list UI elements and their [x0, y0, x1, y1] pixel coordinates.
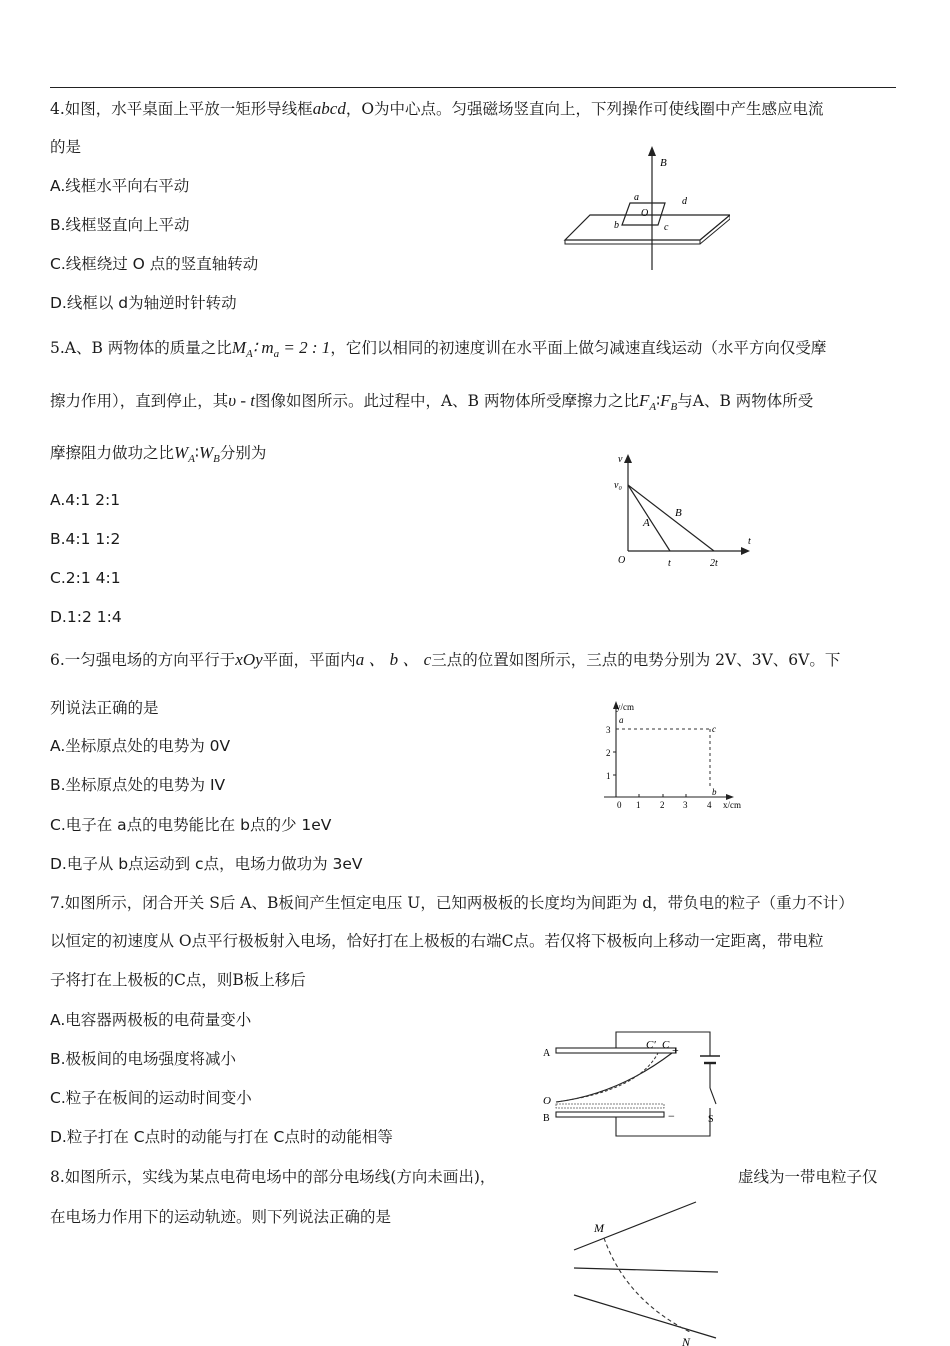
fig8-label-N: N	[682, 1335, 691, 1346]
q6-option-d[interactable]: D.电子从 b点运动到 c点，电场力做功为 3eV	[50, 855, 363, 873]
fig4-label-d: d	[682, 196, 687, 207]
fig7-label-C: C	[662, 1039, 670, 1051]
q6-coord-figure	[596, 697, 756, 815]
fig6-x0: 0	[617, 800, 622, 810]
q5-sub-a: a	[273, 348, 280, 361]
fig6-y3: 3	[606, 725, 611, 735]
q5-text-a: 5.A、B 两物体的质量之比	[50, 339, 232, 357]
plate-B-raised	[556, 1104, 664, 1108]
q6-var-xoy: xOy	[235, 650, 263, 669]
fig6-y1: 1	[606, 771, 611, 781]
q5-option-d[interactable]: D.1:2 1:4	[50, 608, 122, 626]
fig7-label-O: O	[543, 1095, 551, 1107]
fig5-label-t: t	[668, 558, 671, 569]
q5-sub-A: A	[245, 348, 253, 361]
plate-B	[556, 1112, 664, 1117]
q5-sub-WB: B	[213, 453, 220, 466]
field-line-mid	[574, 1268, 718, 1272]
q5-option-c[interactable]: C.2:1 4:1	[50, 569, 121, 587]
q4-option-d[interactable]: D.线框以 d为轴逆时针转动	[50, 294, 237, 312]
q6-option-c[interactable]: C.电子在 a点的电势能比在 b点的少 1eV	[50, 816, 332, 834]
q5-stem-line1	[50, 337, 826, 365]
fig6-x1: 1	[636, 800, 641, 810]
field-line-top	[574, 1202, 696, 1250]
fig7-label-plus: +	[672, 1043, 679, 1057]
q4-option-b[interactable]: B.线框竖直向上平动	[50, 216, 190, 234]
fig5-label-t-axis: t	[748, 536, 751, 547]
field-line-bottom	[574, 1295, 716, 1338]
fig7-label-A: A	[543, 1048, 551, 1059]
q6-option-b[interactable]: B.坐标原点处的电势为 IV	[50, 776, 226, 794]
q6-l1-c: 三点的位置如图所示，三点的电势分别为 2V、3V、6V。下	[431, 651, 841, 669]
q5-option-b[interactable]: B.4:1 1:2	[50, 530, 121, 548]
fig6-y2: 2	[606, 748, 611, 758]
q6-stem-line2: 列说法正确的是	[50, 699, 159, 717]
fig4-label-c: c	[664, 222, 669, 233]
fig8-label-M: M	[594, 1221, 604, 1235]
top-rule	[50, 87, 896, 88]
plate-A	[556, 1048, 676, 1053]
q8-stem-line1-b: 虚线为一带电粒子仅	[738, 1168, 878, 1186]
fig7-label-S: S	[708, 1114, 714, 1125]
q4-stem-line1	[50, 98, 824, 120]
q5-text-b: ，它们以相同的初速度训在水平面上做匀减速直线运动（水平方向仅受摩	[330, 339, 827, 357]
line-B	[628, 485, 714, 551]
fig6-label-b: b	[712, 787, 717, 797]
q5-sub-FB: B	[670, 401, 678, 414]
q5-ratio: = 2 : 1	[279, 338, 331, 357]
fig5-label-v0: v₀	[614, 480, 622, 491]
q6-stem-line1	[50, 649, 840, 671]
fig5-label-2t: 2t	[710, 558, 718, 569]
fig4-label-a: a	[634, 192, 639, 203]
q8-field-figure	[568, 1200, 728, 1346]
q5-var-WB: W	[198, 443, 214, 462]
q4-option-a[interactable]: A.线框水平向右平动	[50, 177, 190, 195]
fig6-x3: 3	[683, 800, 688, 810]
q4-stem-text-b: ，O为中心点。匀强磁场竖直向上，下列操作可使线圈中产生感应电流	[345, 100, 824, 118]
q5-var-M: M	[231, 338, 246, 357]
q5-option-a[interactable]: A.4:1 2:1	[50, 491, 121, 509]
q6-l1-b: 平面，平面内	[262, 651, 356, 669]
fig4-label-O: O	[641, 208, 649, 219]
fig4-label-b: b	[614, 220, 619, 231]
q4-stem-line2: 的是	[50, 138, 82, 156]
q6-l1-a: 6.一匀强电场的方向平行于	[50, 651, 236, 669]
q5-var-m: ∶ m	[252, 338, 274, 357]
q7-option-b[interactable]: B.极板间的电场强度将减小	[50, 1050, 237, 1068]
q5-var-vt: υ - t	[228, 391, 255, 410]
fig6-label-y: y/cm	[616, 702, 634, 712]
q6-var-abc: a 、 b 、 c	[355, 650, 432, 669]
q5-sub-WA: A	[188, 453, 195, 466]
fig6-label-c: c	[712, 724, 716, 734]
q7-option-d[interactable]: D.粒子打在 C点时的动能与打在 C点时的动能相等	[50, 1128, 393, 1146]
q7-option-a[interactable]: A.电容器两极板的电荷量变小	[50, 1011, 252, 1029]
q5-var-W: W	[174, 443, 189, 462]
q4-var-abcd: abcd	[312, 99, 346, 118]
q5-stem-line3	[50, 442, 266, 470]
q7-stem-line2: 以恒定的初速度从 O点平行极板射入电场，恰好打在上极板的右端C点。若仅将下极板向上移动一定距离，带电粒	[50, 932, 824, 950]
q6-option-a[interactable]: A.坐标原点处的电势为 0V	[50, 737, 231, 755]
fig5-label-A: A	[643, 517, 650, 529]
q8-stem-line2: 在电场力作用下的运动轨迹。则下列说法正确的是	[50, 1208, 392, 1226]
q5-sep-w: ∶	[194, 444, 199, 462]
trajectory-dashed	[556, 1053, 658, 1102]
q5-l2-c: 与A、B 两物体所受	[677, 392, 814, 410]
q7-capacitor-figure	[538, 1026, 738, 1141]
q5-l3-a: 摩擦阻力做功之比	[50, 444, 175, 462]
fig5-label-O: O	[618, 555, 626, 566]
fig6-label-x: x/cm	[723, 800, 741, 810]
q5-l3-b: 分别为	[219, 444, 267, 462]
q5-vt-graph	[610, 448, 760, 573]
fig7-label-B: B	[543, 1113, 550, 1124]
q5-stem-line2	[50, 390, 813, 418]
fig5-label-B: B	[675, 507, 682, 519]
q4-figure	[560, 140, 730, 275]
q5-var-F: F	[638, 391, 650, 410]
table-edge	[565, 240, 700, 244]
q7-option-c[interactable]: C.粒子在板间的运动时间变小	[50, 1089, 252, 1107]
q4-stem-text: 4.如图，水平桌面上平放一矩形导线框	[50, 100, 313, 118]
fig7-label-C1: C′	[646, 1039, 656, 1051]
switch-s[interactable]	[710, 1088, 716, 1104]
particle-trajectory	[604, 1238, 690, 1332]
q4-option-c[interactable]: C.线框绕过 O 点的竖直轴转动	[50, 255, 259, 273]
q5-var-FB: F	[660, 391, 671, 410]
trajectory-solid	[556, 1053, 672, 1102]
fig6-x2: 2	[660, 800, 665, 810]
q7-stem-line3: 子将打在上极板的C点，则B板上移后	[50, 971, 306, 989]
fig6-x4: 4	[707, 800, 712, 810]
q5-l2-a: 擦力作用），直到停止，其	[50, 392, 229, 410]
fig5-label-v: v	[618, 454, 623, 465]
q5-sub-FA: A	[649, 401, 657, 414]
q5-sep-f: ∶	[656, 392, 661, 410]
fig7-label-minus: −	[668, 1109, 675, 1123]
q7-stem-line1: 7.如图所示，闭合开关 S后 A、B板间产生恒定电压 U，已知两极板的长度均为间距为 d，带负电的粒子（重力不计）	[50, 894, 854, 912]
q8-stem-line1-a: 8.如图所示，实线为某点电荷电场中的部分电场线(方向未画出)，	[50, 1168, 496, 1186]
fig6-label-a: a	[619, 715, 624, 725]
q5-l2-b: 图像如图所示。此过程中，A、B 两物体所受摩擦力之比	[254, 392, 639, 410]
fig4-label-B: B	[660, 157, 667, 169]
